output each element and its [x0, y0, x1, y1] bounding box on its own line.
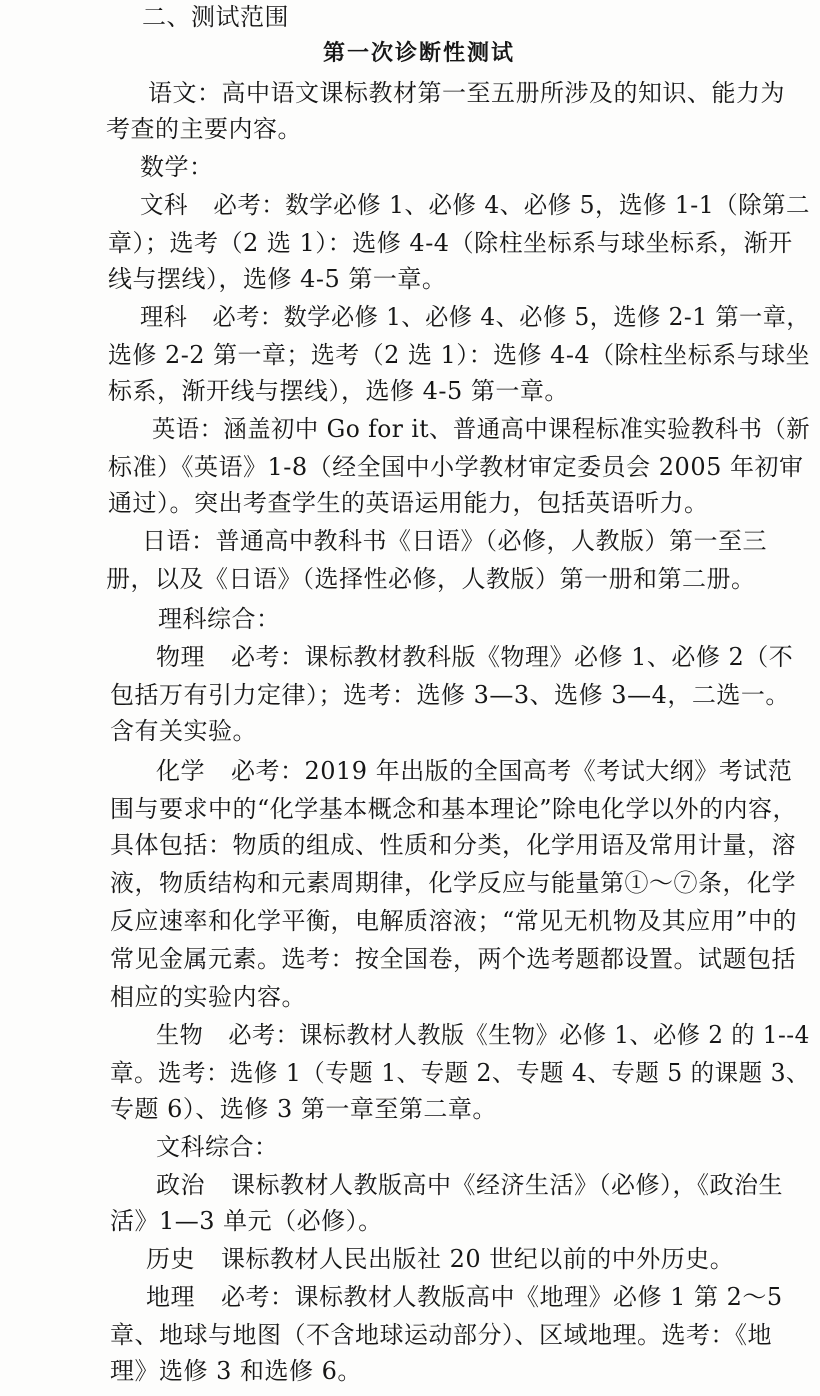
english-line-3: 通过）。突出考查学生的英语运用能力，包括英语听力。	[108, 489, 709, 517]
arts-label: 文科综合：	[156, 1133, 279, 1161]
politics-line-1	[156, 1170, 783, 1200]
chinese-line-2: 考查的主要内容。	[106, 115, 302, 143]
math-li-text-1: 必考：数学必修 1、必修 4、必修 5，选修 2-1 第一章，	[212, 303, 811, 331]
chemistry-line-4: 液，物质结构和元素周期律，化学反应与能量第①～⑦条，化学	[110, 869, 796, 897]
physics-subject: 物理	[156, 643, 205, 671]
politics-line-2: 活》1—3 单元（必修）。	[110, 1207, 383, 1235]
english-line-1: 英语：涵盖初中 Go for it、普通高中课程标准实验教科书（新	[152, 415, 811, 443]
biology-subject: 生物	[156, 1021, 204, 1049]
math-wen-line-3: 线与摆线），选修 4-5 第一章。	[108, 265, 447, 293]
math-li-line-1	[140, 302, 810, 332]
biology-text-1: 必考：课标教材人教版《生物》必修 1、必修 2 的 1--4	[228, 1021, 810, 1049]
math-wen-line-2: 章）；选考（2 选 1）：选修 4-4（除柱坐标系与球坐标系，渐开	[108, 229, 793, 257]
chinese-line-1: 语文：高中语文课标教材第一至五册所涉及的知识、能力为	[148, 79, 785, 107]
geography-line-3: 理》选修 3 和选修 6。	[110, 1357, 362, 1385]
biology-line-2: 章。选考：选修 1（专题 1、专题 2、专题 4、专题 5 的课题 3、	[110, 1059, 811, 1087]
math-wen-text-1: 必考：数学必修 1、必修 4、必修 5，选修 1-1（除第二	[213, 191, 810, 219]
politics-text-1: 课标教材人教版高中《经济生活》（必修），《政治生	[231, 1171, 783, 1199]
geography-line-1	[146, 1282, 783, 1312]
chemistry-line-1	[156, 756, 792, 786]
science-label: 理科综合：	[158, 605, 281, 633]
biology-line-3: 专题 6）、选修 3 第一章至第二章。	[110, 1095, 497, 1123]
math-li-line-3: 标系，渐开线与摆线），选修 4-5 第一章。	[108, 377, 569, 405]
chemistry-line-3: 具体包括：物质的组成、性质和分类，化学用语及常用计量，溶	[110, 831, 796, 859]
math-li-subject: 理科	[140, 303, 188, 331]
japanese-line-1: 日语：普通高中教科书《日语》（必修，人教版）第一至三	[142, 527, 767, 555]
math-wen-line-1	[140, 190, 810, 220]
geography-text-1: 必考：课标教材人教版高中《地理》必修 1 第 2～5	[221, 1283, 783, 1311]
history-line-1	[146, 1244, 734, 1274]
politics-subject: 政治	[156, 1171, 205, 1199]
physics-line-1	[156, 642, 793, 672]
geography-line-2: 章、地球与地图（不含地球运动部分）、区域地理。选考：《地	[110, 1321, 772, 1349]
math-wen-subject: 文科	[140, 191, 188, 219]
geography-subject: 地理	[146, 1283, 195, 1311]
japanese-line-2: 册，以及《日语》（选择性必修，人教版）第一册和第二册。	[106, 565, 756, 593]
chemistry-text-1: 必考：2019 年出版的全国高考《考试大纲》考试范	[231, 757, 793, 785]
section-heading: 二、测试范围	[142, 3, 289, 31]
history-subject: 历史	[146, 1245, 195, 1273]
chemistry-line-5: 反应速率和化学平衡，电解质溶液；“常见无机物及其应用”中的	[110, 907, 798, 935]
math-li-line-2: 选修 2-2 第一章；选考（2 选 1）：选修 4-4（除柱坐标系与球坐	[108, 341, 811, 369]
physics-line-2: 包括万有引力定律）；选考：选修 3—3、选修 3—4，二选一。	[110, 681, 790, 709]
chemistry-line-2: 围与要求中的“化学基本概念和基本理论”除电化学以外的内容，	[110, 795, 798, 823]
chemistry-line-7: 相应的实验内容。	[110, 983, 306, 1011]
chemistry-subject: 化学	[156, 757, 205, 785]
math-label: 数学：	[140, 153, 214, 181]
history-text-1: 课标教材人民出版社 20 世纪以前的中外历史。	[221, 1245, 735, 1273]
biology-line-1	[156, 1020, 810, 1050]
physics-text-1: 必考：课标教材教科版《物理》必修 1、必修 2（不	[231, 643, 794, 671]
chemistry-line-6: 常见金属元素。选考：按全国卷，两个选考题都设置。试题包括	[110, 945, 796, 973]
english-line-2: 标准）《英语》1-8（经全国中小学教材审定委员会 2005 年初审	[108, 453, 804, 481]
doc-title: 第一次诊断性测试	[323, 40, 516, 66]
physics-line-3: 含有关实验。	[110, 717, 257, 745]
